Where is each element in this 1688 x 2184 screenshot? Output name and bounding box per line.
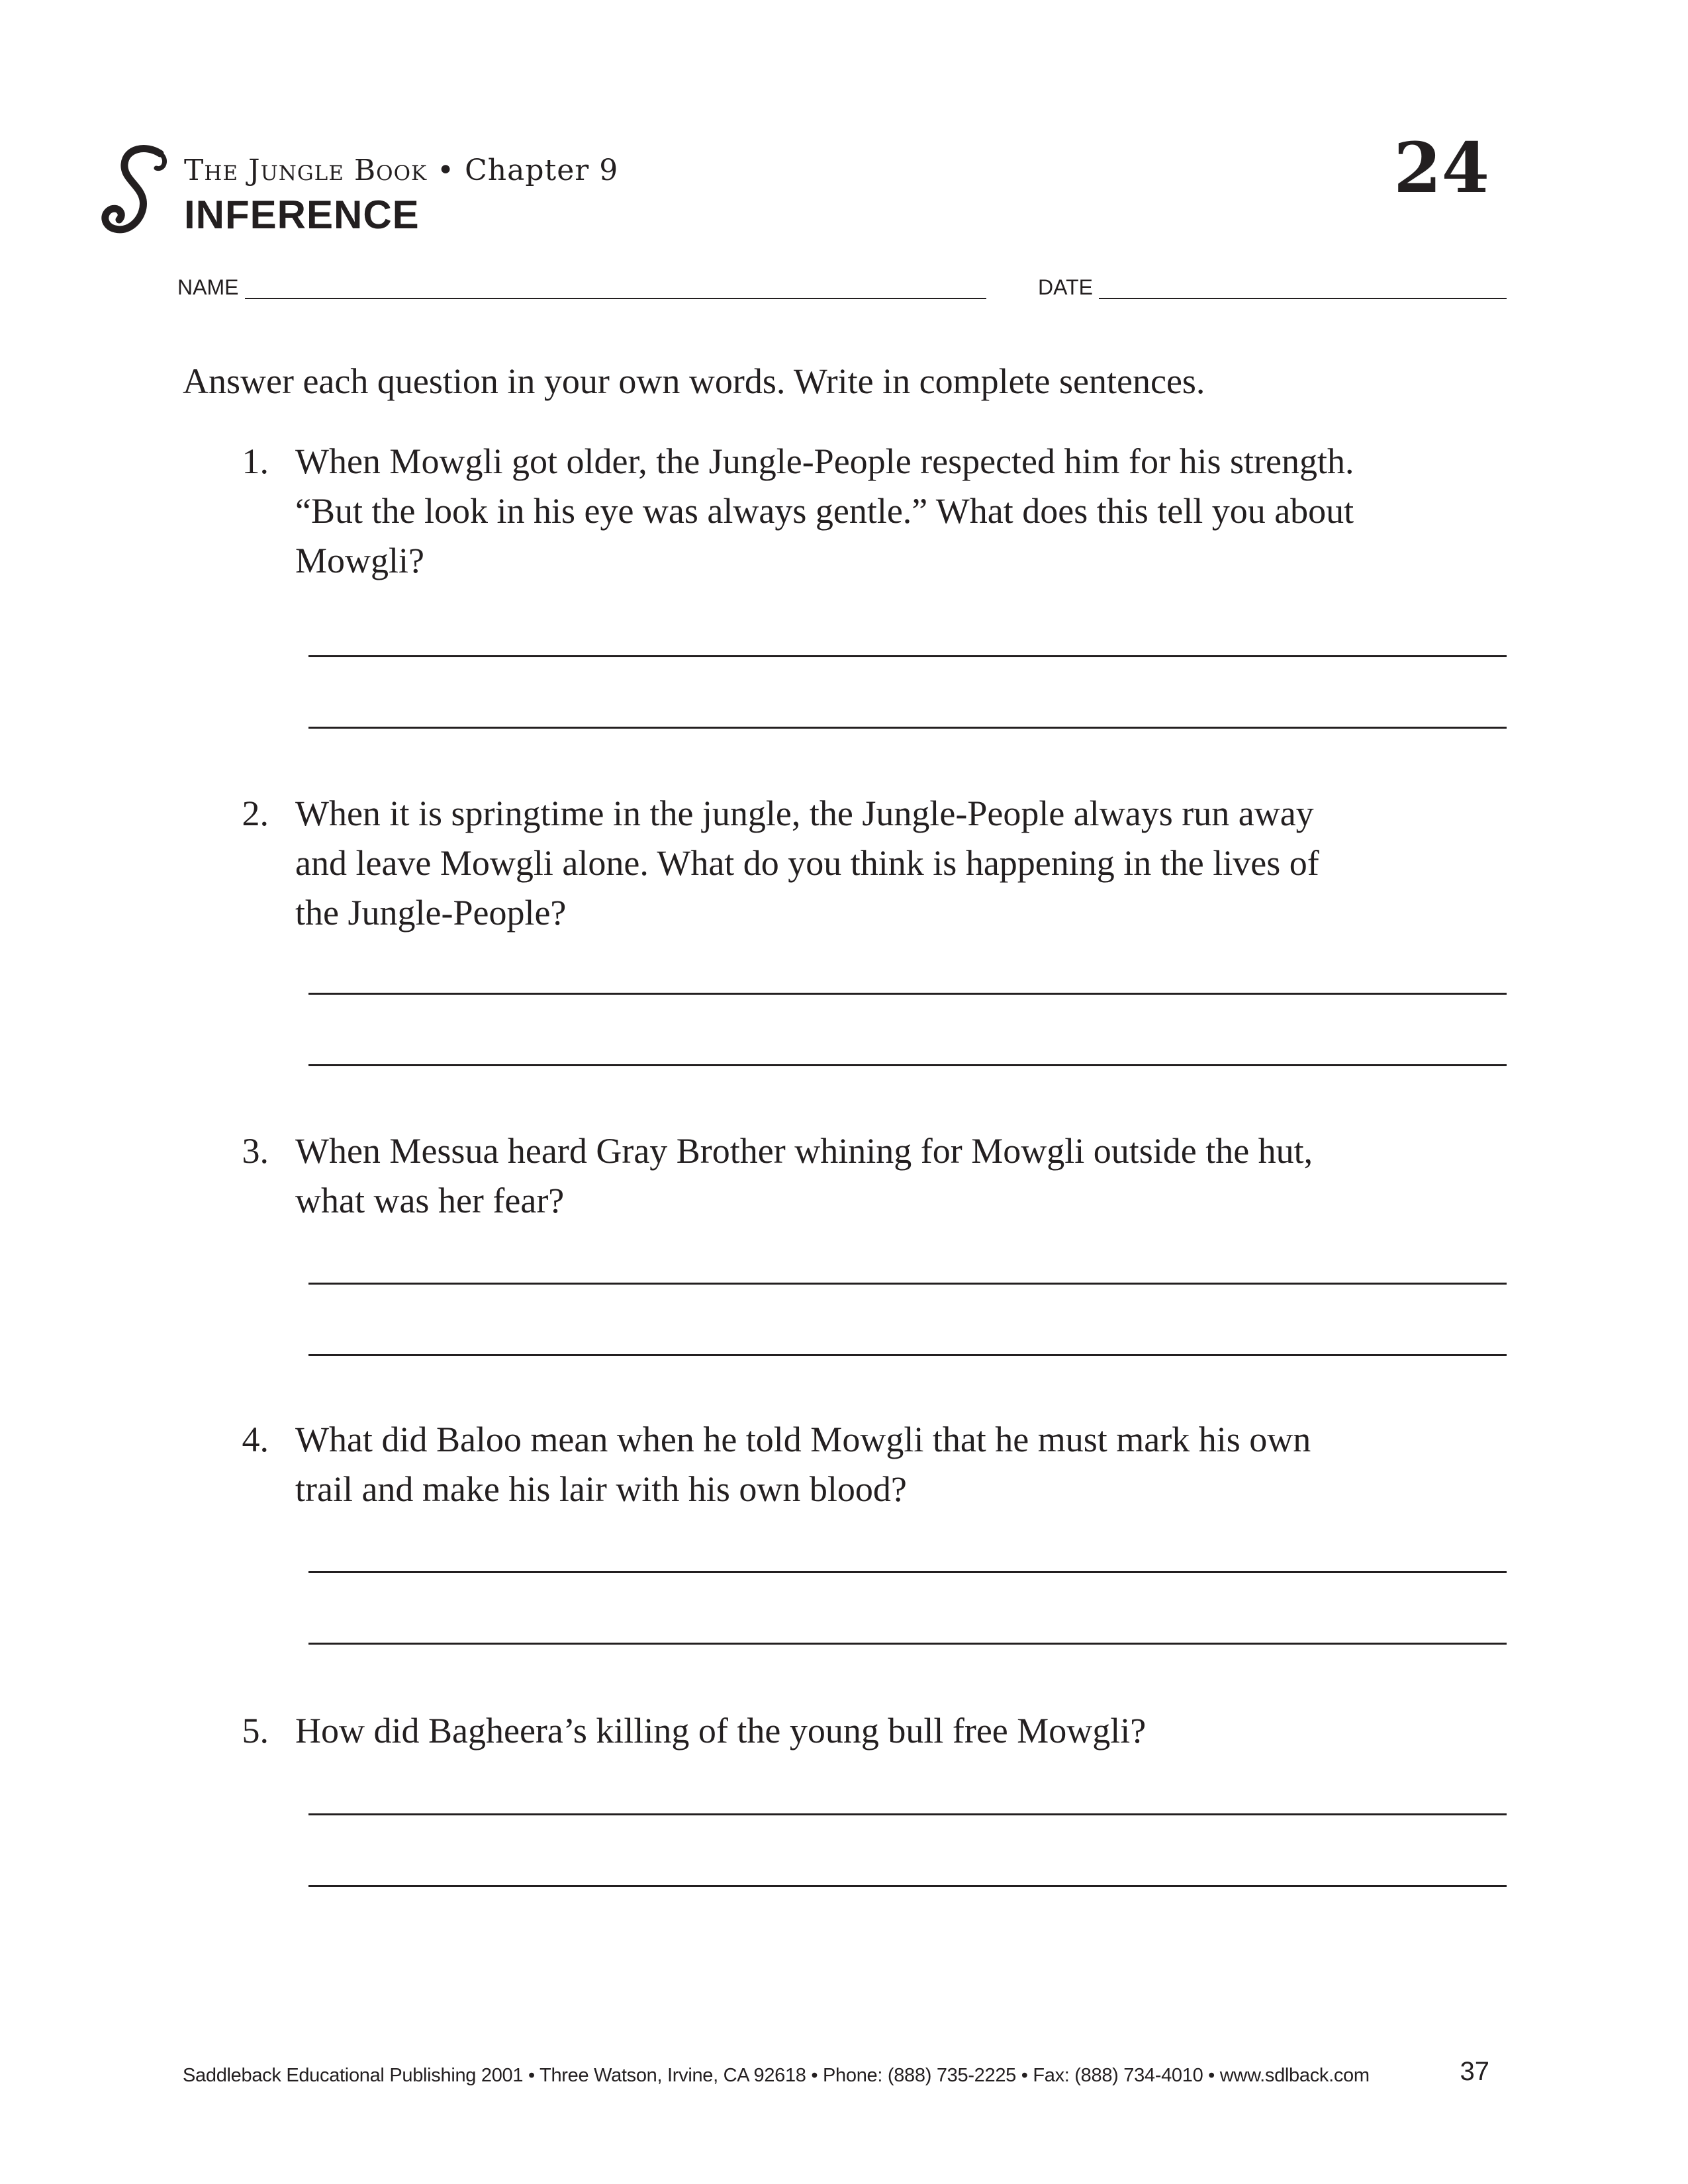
question-line: How did Bagheera’s killing of the young bull free Mowgli? xyxy=(295,1711,1147,1751)
question-line: “But the look in his eye was always gentle.” What does this tell you about xyxy=(295,491,1354,531)
answer-line-1a[interactable] xyxy=(308,655,1507,657)
question-line: trail and make his lair with his own blood? xyxy=(295,1469,907,1509)
answer-line-4a[interactable] xyxy=(308,1571,1507,1573)
question-number: 3. xyxy=(242,1131,269,1171)
publisher-footer: Saddleback Educational Publishing 2001 • Three Watson, Irvine, CA 92618 • Phone: (888) 735-2225 • Fax: (888) 734-4010 • www.sdlback.com xyxy=(183,2065,1370,2086)
answer-line-5b[interactable] xyxy=(308,1885,1507,1887)
question-line: What did Baloo mean when he told Mowgli that he must mark his own xyxy=(295,1420,1311,1459)
question-line: Mowgli? xyxy=(295,541,424,580)
question-text xyxy=(295,437,1507,586)
title-separator: • xyxy=(427,154,465,187)
question-number: 5. xyxy=(242,1711,269,1751)
question-text xyxy=(295,1415,1507,1514)
answer-line-3a[interactable] xyxy=(308,1283,1507,1285)
question-line: When it is springtime in the jungle, the Jungle-People always run away xyxy=(295,794,1314,833)
question-line: the Jungle-People? xyxy=(295,893,567,933)
book-title xyxy=(184,154,618,187)
section-title: INFERENCE xyxy=(184,193,420,237)
question-text xyxy=(295,1706,1507,1756)
chapter-label: Chapter 9 xyxy=(465,154,619,187)
saddleback-logo-icon xyxy=(99,144,179,244)
question-text xyxy=(295,789,1507,938)
answer-line-1b[interactable] xyxy=(308,727,1507,729)
question-number: 2. xyxy=(242,794,269,833)
answer-line-5a[interactable] xyxy=(308,1813,1507,1815)
worksheet-number: 24 xyxy=(1393,127,1489,208)
question-number: 1. xyxy=(242,441,269,481)
date-field[interactable] xyxy=(1099,298,1507,299)
answer-line-2a[interactable] xyxy=(308,993,1507,995)
instructions: Answer each question in your own words. Write in complete sentences. xyxy=(183,361,1205,401)
answer-line-3b[interactable] xyxy=(308,1354,1507,1356)
name-label: NAME xyxy=(177,275,239,299)
question-line: When Mowgli got older, the Jungle-People respected him for his strength. xyxy=(295,441,1354,481)
name-field[interactable] xyxy=(245,298,986,299)
answer-line-2b[interactable] xyxy=(308,1064,1507,1066)
page-number: 37 xyxy=(1460,2057,1489,2086)
question-line: and leave Mowgli alone. What do you think is happening in the lives of xyxy=(295,843,1319,883)
question-line: what was her fear? xyxy=(295,1181,565,1220)
question-number: 4. xyxy=(242,1420,269,1459)
book-name: The Jungle Book xyxy=(184,154,428,187)
date-label: DATE xyxy=(1038,275,1093,299)
question-line: When Messua heard Gray Brother whining for Mowgli outside the hut, xyxy=(295,1131,1313,1171)
answer-line-4b[interactable] xyxy=(308,1643,1507,1645)
question-text xyxy=(295,1126,1507,1226)
